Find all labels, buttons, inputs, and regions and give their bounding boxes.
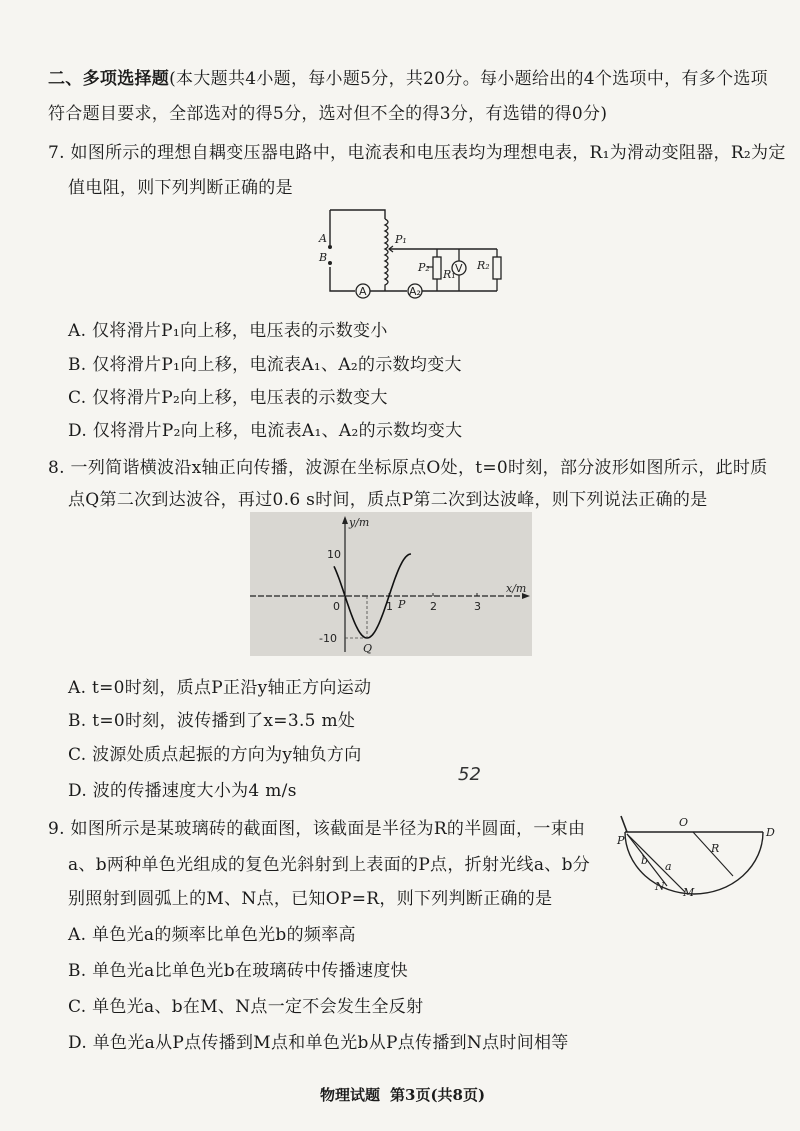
q8-option-a: A. t=0时刻，质点P正沿y轴正方向运动 [68, 678, 372, 698]
section-intro-2: 符合题目要求，全部选对的得5分，选对但不全的得3分，有选错的得0分) [48, 104, 608, 124]
label-r2: R₂ [477, 259, 490, 272]
q7-circuit-figure [315, 205, 510, 300]
label-b: B [319, 251, 328, 264]
q7-stem-2: 值电阻，则下列判断正确的是 [68, 178, 293, 198]
label-a-ray: a [665, 860, 672, 873]
label-r: R [711, 842, 720, 855]
x-tick-label-2: 2 [430, 600, 437, 613]
footer-subject: 物理试题 [320, 1086, 381, 1104]
q7-option-c: C. 仅将滑片P₂向上移，电压表的示数变大 [68, 388, 388, 408]
q9-option-b: B. 单色光a比单色光b在玻璃砖中传播速度快 [68, 961, 408, 981]
label-o: O [679, 816, 689, 829]
q7-left-wire [330, 210, 355, 291]
q8-option-b: B. t=0时刻，波传播到了x=3.5 m处 [68, 711, 356, 731]
label-r1: R₁ [443, 268, 456, 281]
label-n: N [655, 880, 665, 893]
page-footer [320, 1084, 495, 1105]
q7-option-a: A. 仅将滑片P₁向上移，电压表的示数变小 [68, 321, 388, 341]
q9-option-c: C. 单色光a、b在M、N点一定不会发生全反射 [68, 997, 424, 1017]
y-tick-label-min: -10 [319, 632, 337, 645]
q9-option-a: A. 单色光a的频率比单色光b的频率高 [68, 925, 356, 945]
label-m: M [683, 886, 695, 897]
section-title: 二、多项选择题 [48, 69, 170, 89]
x-tick-label-3: 3 [474, 600, 481, 613]
q9-glass-figure [615, 812, 775, 897]
terminal-b [328, 261, 332, 265]
label-b-ray: b [641, 854, 649, 867]
terminal-a [328, 245, 332, 249]
point-label-p: P [398, 598, 406, 611]
handwritten-note: 52 [458, 764, 481, 785]
section-header [48, 64, 768, 89]
resistor-r2 [493, 257, 501, 279]
incident-ray [621, 816, 627, 832]
q7-option-b: B. 仅将滑片P₁向上移，电流表A₁、A₂的示数均变大 [68, 355, 462, 375]
label-p1: P₁ [395, 233, 407, 246]
ammeter-1-label: A [359, 285, 367, 298]
x-tick-label-1: 1 [386, 600, 393, 613]
q7-stem-1: 7. 如图所示的理想自耦变压器电路中，电流表和电压表均为理想电表，R₁为滑动变阻器，R₂为定 [48, 143, 786, 163]
q8-wave-chart [250, 512, 532, 656]
label-d: D [766, 826, 775, 839]
q8-stem-1: 8. 一列简谐横波沿x轴正向传播，波源在坐标原点O处，t=0时刻，部分波形如图所示，此时质 [48, 458, 768, 478]
q9-option-d: D. 单色光a从P点传播到M点和单色光b从P点传播到N点时间相等 [68, 1033, 569, 1053]
transformer-coil [385, 219, 388, 289]
q9-stem-1: 9. 如图所示是某玻璃砖的截面图，该截面是半径为R的半圆面，一束由 [48, 819, 586, 839]
q8-option-d: D. 波的传播速度大小为4 m/s [68, 781, 297, 801]
voltmeter-label: V [455, 262, 463, 275]
footer-page: 第3页(共8页) [390, 1086, 486, 1104]
y-tick-label-max: 10 [327, 548, 341, 561]
ammeter-2-label: A₂ [409, 285, 421, 298]
q9-stem-2: a、b两种单色光组成的复色光斜射到上表面的P点，折射光线a、b分 [68, 855, 591, 875]
x-tick-label-0: 0 [333, 600, 340, 613]
resistor-r1 [433, 257, 441, 279]
q8-stem-2: 点Q第二次到达波谷，再过0.6 s时间，质点P第二次到达波峰，则下列说法正确的是 [68, 490, 708, 510]
section-intro-1: (本大题共4小题，每小题5分，共20分。每小题给出的4个选项中，有多个选项 [169, 69, 768, 89]
q8-option-c: C. 波源处质点起振的方向为y轴负方向 [68, 745, 362, 765]
q9-stem-3: 别照射到圆弧上的M、N点，已知OP=R，则下列判断正确的是 [68, 889, 553, 909]
q7-option-d: D. 仅将滑片P₂向上移，电流表A₁、A₂的示数均变大 [68, 421, 463, 441]
x-axis-label: x/m [506, 582, 527, 595]
label-a: A [319, 232, 327, 245]
label-p: P [617, 834, 625, 847]
label-p2: P₂ [418, 261, 430, 274]
point-label-q: Q [363, 642, 373, 655]
y-axis-label: y/m [349, 516, 370, 529]
